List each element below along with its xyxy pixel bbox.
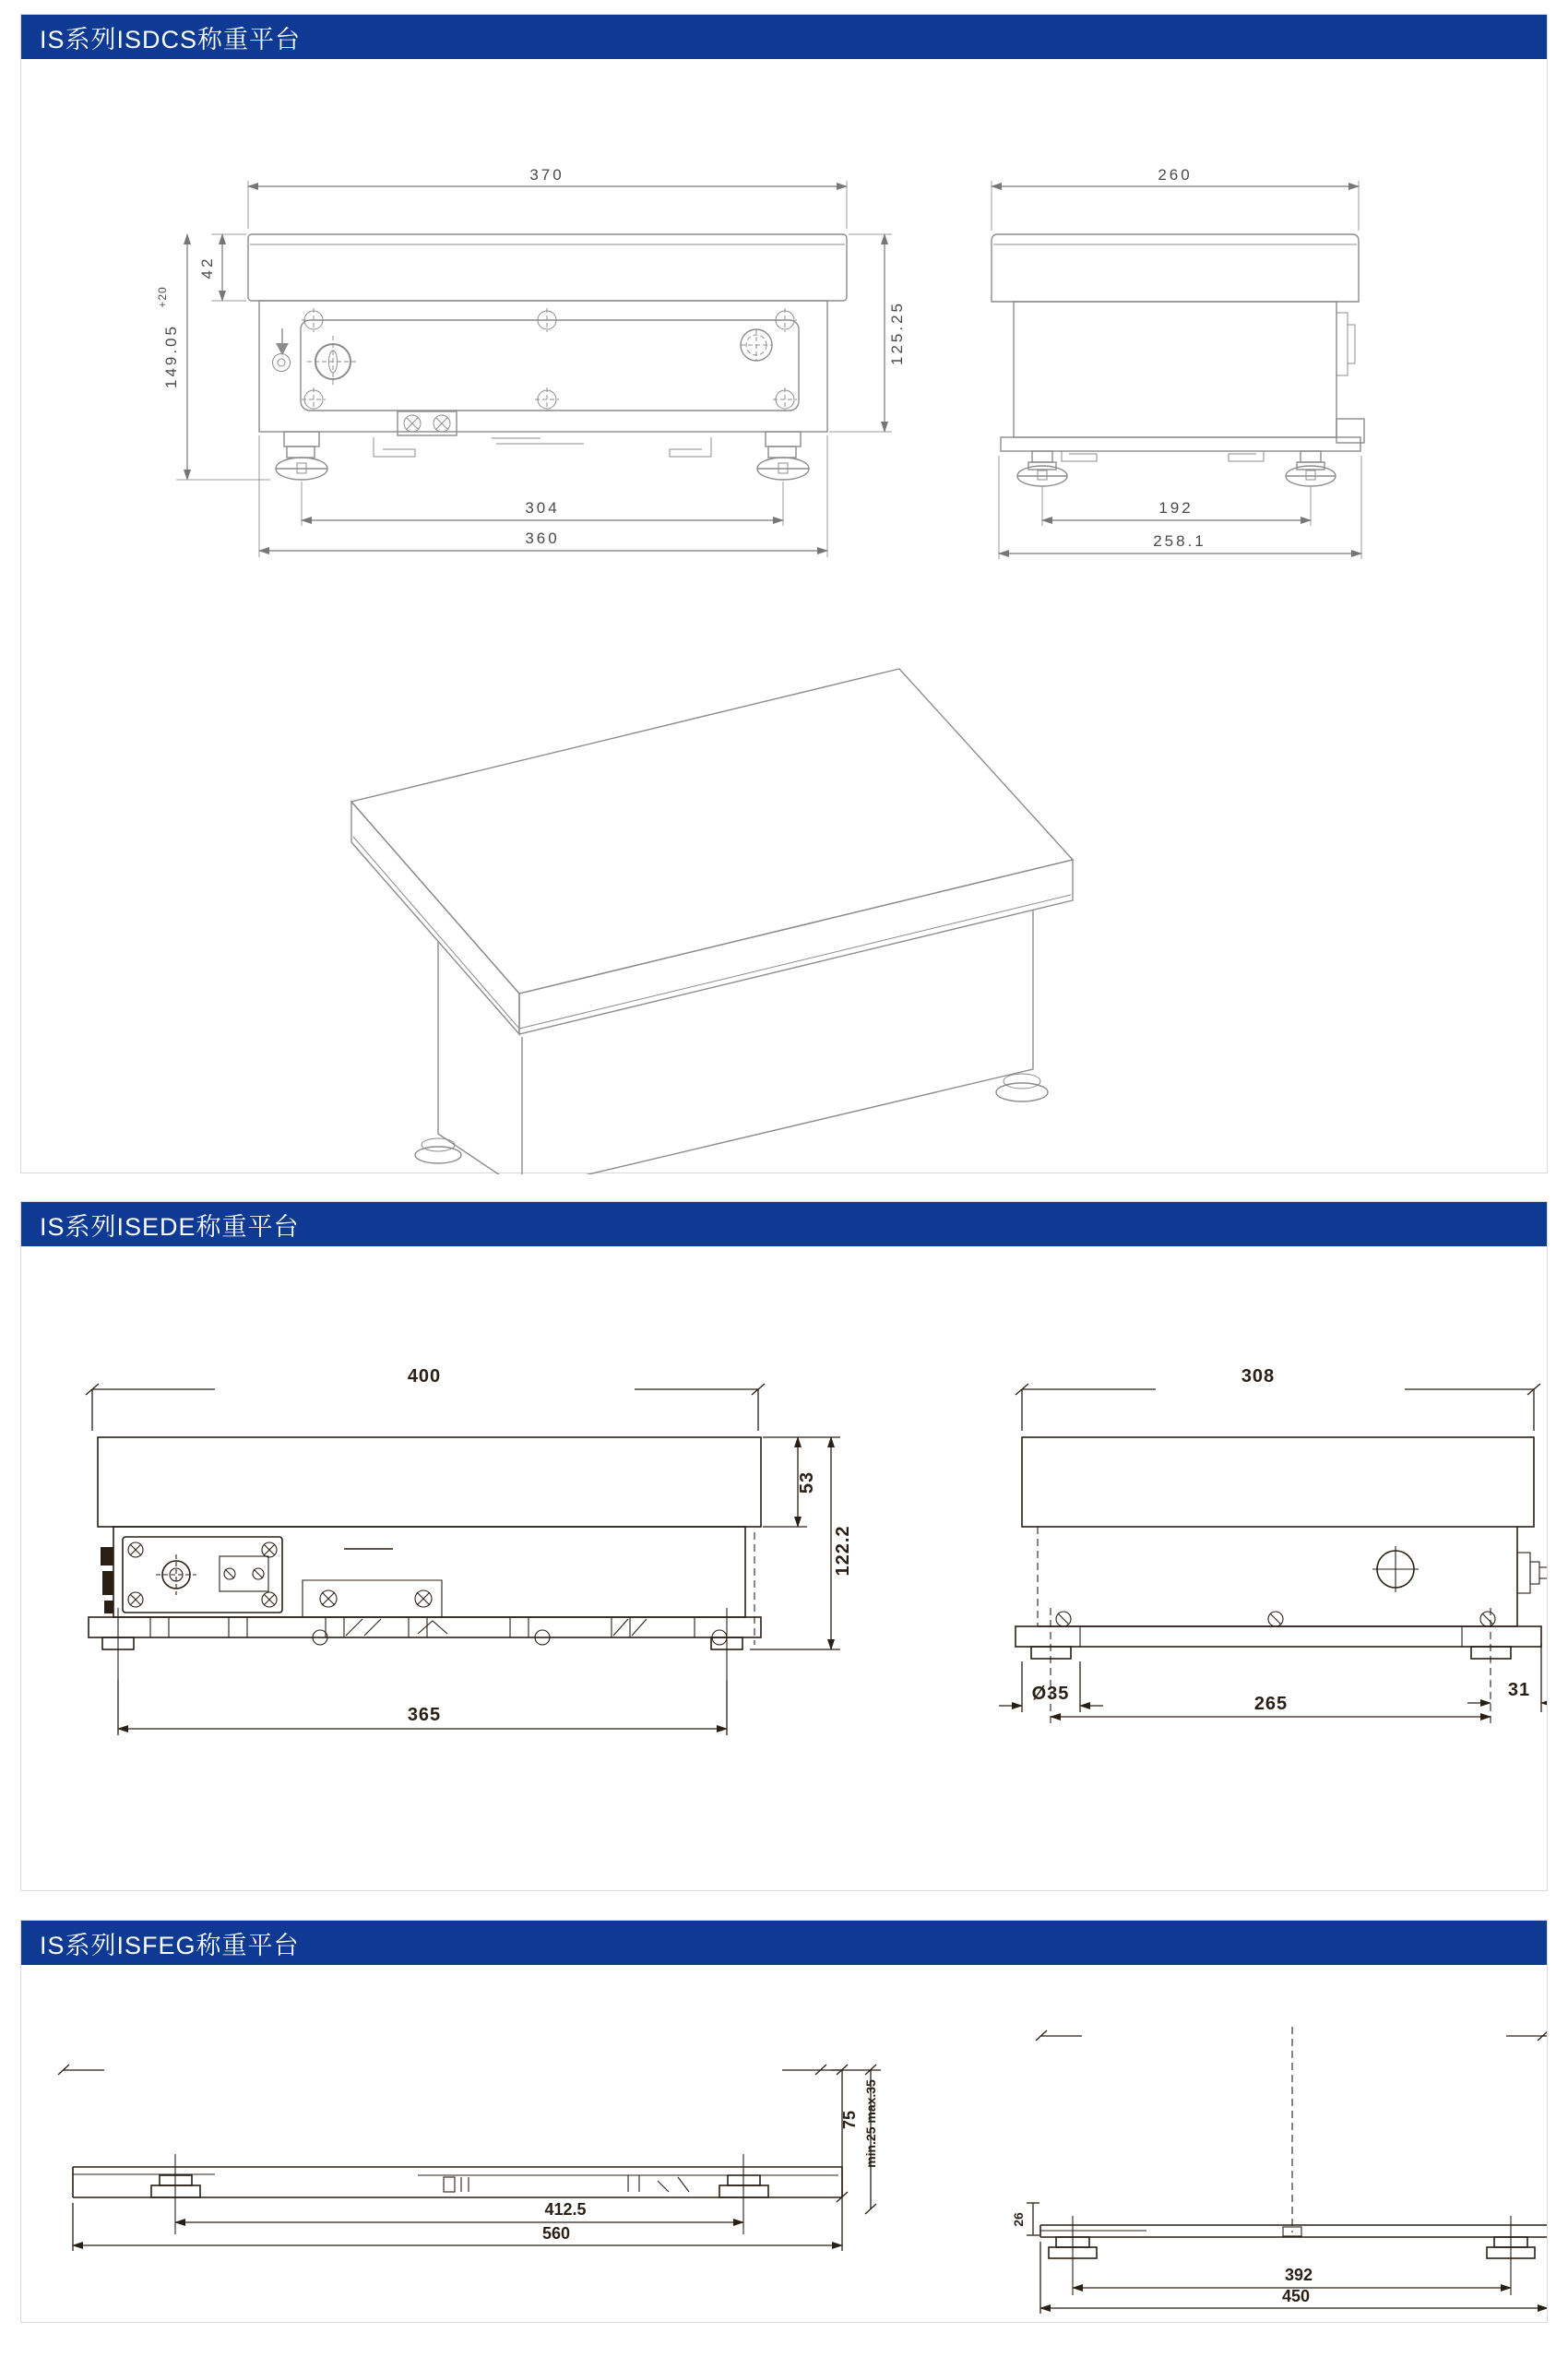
dim-plate-height: 53 bbox=[797, 1470, 817, 1494]
junction-box bbox=[123, 1537, 282, 1613]
dim-edge-offset: 31 bbox=[1507, 1680, 1531, 1700]
dim-foot-diameter: Ø35 bbox=[1031, 1684, 1070, 1704]
section-isdcs-body bbox=[21, 59, 1547, 1174]
dim-width-top: 370 bbox=[529, 166, 564, 184]
dim-feet-span: 365 bbox=[407, 1705, 442, 1725]
dim-total-height: 149.05 bbox=[162, 324, 180, 388]
isfeg-drawing bbox=[21, 1965, 1547, 2324]
cable-gland bbox=[102, 1571, 113, 1595]
dim-width-top: 260 bbox=[1158, 166, 1193, 184]
cable-hook bbox=[670, 437, 711, 457]
dimension-lines bbox=[86, 1384, 765, 1431]
dimension-lines bbox=[1016, 1384, 1540, 1431]
isdcs-drawing bbox=[21, 59, 1547, 1174]
foot-drawing bbox=[996, 1074, 1048, 1101]
base-rail bbox=[1016, 1626, 1541, 1659]
dim-base-width: 360 bbox=[525, 530, 560, 547]
section-isfeg bbox=[20, 1920, 1548, 2323]
section-isede-body bbox=[21, 1246, 1547, 1892]
isfeg-side-view bbox=[58, 2065, 881, 2251]
isede-end-view bbox=[999, 1366, 1547, 1726]
dim-width-top: 400 bbox=[407, 1366, 442, 1387]
cable-gland bbox=[104, 1601, 113, 1613]
dimension-lines bbox=[118, 1437, 840, 1735]
section-isfeg-header bbox=[21, 1921, 1547, 1965]
section-isede bbox=[20, 1201, 1548, 1891]
section-title: IS系列ISFEG称重平台 bbox=[40, 1931, 300, 1959]
foot-drawing bbox=[1286, 451, 1336, 486]
dimension-lines bbox=[1036, 2030, 1547, 2041]
dim-width-top: 308 bbox=[1241, 1366, 1276, 1387]
isdcs-front-view bbox=[156, 166, 906, 557]
cable-hook bbox=[374, 437, 415, 457]
section-isfeg-body bbox=[21, 1965, 1547, 2324]
base-rail bbox=[89, 1617, 761, 1649]
load-cell-port bbox=[307, 336, 359, 387]
dim-feet-span: 392 bbox=[1284, 2266, 1313, 2284]
foot-drawing bbox=[415, 1138, 461, 1163]
foot-drawing bbox=[1017, 451, 1067, 486]
side-connector bbox=[1517, 1553, 1547, 1593]
dim-plate-height: 42 bbox=[198, 256, 216, 280]
cable-hook bbox=[1062, 451, 1097, 461]
arrow-down-icon bbox=[276, 328, 289, 355]
dim-base-width: 560 bbox=[541, 2224, 571, 2243]
dimension-lines bbox=[58, 2065, 842, 2075]
mount-bracket bbox=[303, 1580, 442, 1617]
dim-feet-span: 265 bbox=[1253, 1694, 1289, 1714]
cable-hook bbox=[1229, 451, 1264, 461]
section-isdcs-header bbox=[21, 15, 1547, 59]
dim-feet-span: 412.5 bbox=[544, 2200, 587, 2219]
dim-profile-height: 26 bbox=[1011, 2212, 1026, 2227]
isdcs-isometric-view bbox=[351, 669, 1073, 1174]
section-isede-header bbox=[21, 1202, 1547, 1246]
section-title: IS系列ISEDE称重平台 bbox=[40, 1212, 300, 1241]
dim-feet-span: 304 bbox=[525, 499, 560, 517]
section-title: IS系列ISDCS称重平台 bbox=[40, 25, 302, 54]
isede-side-view bbox=[86, 1366, 853, 1735]
dimension-lines bbox=[73, 2203, 842, 2251]
dim-total-height: 122.2 bbox=[833, 1525, 853, 1577]
isede-drawing bbox=[21, 1246, 1547, 1892]
level-screw bbox=[1372, 1546, 1419, 1592]
section-isdcs bbox=[20, 14, 1548, 1173]
dim-feet-span: 192 bbox=[1158, 499, 1194, 517]
connector-socket bbox=[741, 329, 772, 361]
cable-gland bbox=[101, 1547, 113, 1565]
dim-height-range: min.25 max.35 bbox=[863, 2079, 878, 2168]
level-indicator-icon bbox=[273, 354, 291, 372]
load-cell-detail bbox=[444, 2175, 689, 2192]
screw-symbols bbox=[302, 308, 797, 411]
foot-drawing bbox=[757, 432, 809, 480]
isdcs-side-view bbox=[992, 166, 1364, 559]
foot-drawing bbox=[276, 432, 327, 480]
dim-base-width: 450 bbox=[1281, 2287, 1311, 2305]
anchor-screws bbox=[1056, 1612, 1495, 1626]
dim-base-width: 258.1 bbox=[1153, 532, 1206, 550]
side-connector bbox=[1336, 313, 1364, 443]
dim-total-height-tol: +20 bbox=[156, 286, 169, 308]
dim-height-right: 125.25 bbox=[888, 301, 906, 365]
isfeg-end-view bbox=[1011, 2027, 1547, 2314]
dim-height: 75 bbox=[840, 2110, 859, 2130]
